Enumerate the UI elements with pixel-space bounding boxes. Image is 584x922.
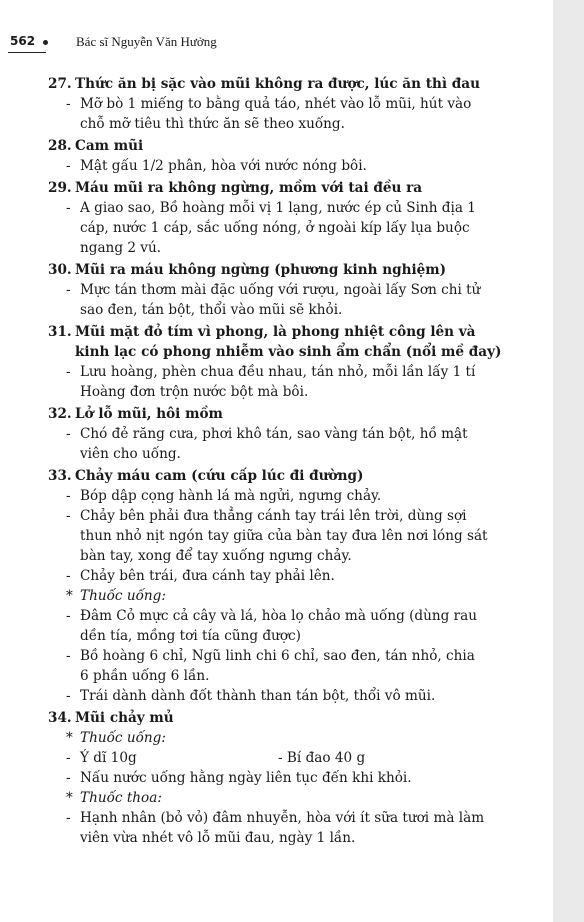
remedy-line xyxy=(48,828,526,848)
remedy-text: Nấu nước uống hằng ngày liên tục đến khi khỏi. xyxy=(80,770,412,786)
remedy-line xyxy=(48,444,526,464)
remedy-text: Mực tán thơm mài đặc uống với rượu, ngoài lấy Sơn chi tử xyxy=(80,282,481,298)
entry-title-text: Chảy máu cam (cứu cấp lúc đi đường) xyxy=(75,468,364,484)
bullet-dash: - xyxy=(66,568,71,584)
remedy-line xyxy=(48,566,526,586)
remedy-text: ngang 2 vú. xyxy=(80,240,162,256)
entry-number: 27. xyxy=(48,76,72,92)
bullet-dash: - xyxy=(66,426,71,442)
remedy-line xyxy=(48,768,526,788)
bullet-asterisk: * xyxy=(66,790,73,806)
remedy-line xyxy=(48,94,526,114)
bullet-dash: - xyxy=(66,688,71,704)
remedy-text: 6 phần uống 6 lần. xyxy=(80,668,210,684)
remedy-text: bàn tay, xong để tay xuống ngưng chảy. xyxy=(80,548,352,564)
remedy-entry xyxy=(48,74,526,134)
entry-number: 32. xyxy=(48,406,72,422)
ingredient-left: Ý dĩ 10g xyxy=(80,750,137,766)
remedy-text: Mỡ bò 1 miếng to bằng quả táo, nhét vào lỗ mũi, hút vào xyxy=(80,96,472,112)
entry-title xyxy=(48,404,526,424)
remedy-line xyxy=(48,198,526,218)
remedy-text: Chảy bên trái, đưa cánh tay phải lên. xyxy=(80,568,335,584)
remedy-line xyxy=(48,808,526,828)
bullet-dash: - xyxy=(66,750,71,766)
remedy-entry xyxy=(48,260,526,320)
bullet-dash: - xyxy=(66,770,71,786)
entry-title xyxy=(48,136,526,156)
entry-number: 28. xyxy=(48,138,72,154)
entry-title xyxy=(48,260,526,280)
remedy-line xyxy=(48,546,526,566)
bullet-asterisk: * xyxy=(66,730,73,746)
remedy-line xyxy=(48,486,526,506)
ingredient-pair xyxy=(48,748,526,768)
remedy-line xyxy=(48,626,526,646)
remedy-line xyxy=(48,238,526,258)
remedy-text: Bóp dập cọng hành lá mà ngửi, ngưng chảy. xyxy=(80,488,382,504)
header-dot xyxy=(43,40,48,45)
remedy-text: viên cho uống. xyxy=(80,446,181,462)
bullet-dash: - xyxy=(66,96,71,112)
entry-title-text: Mũi chảy mủ xyxy=(75,710,174,726)
remedy-text: Hạnh nhân (bỏ vỏ) đâm nhuyễn, hòa với ít sữa tươi mà làm xyxy=(80,810,485,826)
remedy-line xyxy=(48,666,526,686)
remedy-entry xyxy=(48,136,526,176)
remedy-text: Lưu hoàng, phèn chua đều nhau, tán nhỏ, mỗi lần lấy 1 tí xyxy=(80,364,476,380)
entry-title-text: Thức ăn bị sặc vào mũi không ra được, lúc ăn thì đau xyxy=(75,76,480,92)
remedy-text: Mật gấu 1/2 phân, hòa với nước nóng bôi. xyxy=(80,158,367,174)
ingredient-right: - Bí đao 40 g xyxy=(278,750,366,766)
remedy-text: Chảy bên phải đưa thẳng cánh tay trái lên trời, dùng sợi xyxy=(80,508,467,524)
entry-title xyxy=(48,322,526,342)
bullet-dash: - xyxy=(66,158,71,174)
remedy-entry xyxy=(48,178,526,258)
remedy-entry xyxy=(48,404,526,464)
entry-title xyxy=(48,178,526,198)
entry-number: 33. xyxy=(48,468,72,484)
bullet-dash: - xyxy=(66,200,71,216)
remedy-text: Thuốc uống: xyxy=(80,588,166,604)
bullet-asterisk: * xyxy=(66,588,73,604)
remedy-text: viên vừa nhét vô lỗ mũi đau, ngày 1 lần. xyxy=(80,830,356,846)
entry-title xyxy=(48,74,526,94)
remedy-text: A giao sao, Bồ hoàng mỗi vị 1 lạng, nước ép củ Sinh địa 1 xyxy=(80,200,476,216)
remedy-line xyxy=(48,506,526,526)
bullet-dash: - xyxy=(66,810,71,826)
header-rule xyxy=(8,52,46,53)
remedy-text: Đâm Cỏ mực cả cây và lá, hòa lọ chảo mà uống (dùng rau xyxy=(80,608,477,624)
sub-heading xyxy=(48,586,526,606)
remedy-line xyxy=(48,362,526,382)
remedy-line xyxy=(48,686,526,706)
entry-title-text: Lở lỗ mũi, hôi mồm xyxy=(75,406,223,422)
remedy-text: thun nhỏ nịt ngón tay giữa của bàn tay đưa lên nơi lóng sát xyxy=(80,528,488,544)
remedy-entry xyxy=(48,466,526,706)
remedy-entry xyxy=(48,708,526,848)
entry-title-text: Mũi ra máu không ngừng (phương kinh nghiệm) xyxy=(75,262,447,278)
remedy-text: Chó đẻ răng cưa, phơi khô tán, sao vàng tán bột, hồ mật xyxy=(80,426,468,442)
entry-title-text: Máu mũi ra không ngừng, mồm với tai đều ra xyxy=(75,180,423,196)
sub-heading xyxy=(48,728,526,748)
side-margin xyxy=(553,0,584,922)
entry-title-text: Cam mũi xyxy=(75,138,144,154)
bullet-dash: - xyxy=(66,508,71,524)
remedy-line xyxy=(48,646,526,666)
remedy-text: sao đen, tán bột, thổi vào mũi sẽ khỏi. xyxy=(80,302,343,318)
remedy-entry xyxy=(48,322,526,402)
remedy-line xyxy=(48,606,526,626)
remedy-text: chỗ mỡ tiêu thì thức ăn sẽ theo xuống. xyxy=(80,116,345,132)
bullet-dash: - xyxy=(66,364,71,380)
entry-title xyxy=(48,708,526,728)
remedy-text: Thuốc uống: xyxy=(80,730,166,746)
bullet-dash: - xyxy=(66,648,71,664)
entry-number: 29. xyxy=(48,180,72,196)
page-number: 562 xyxy=(10,34,36,48)
entry-title xyxy=(48,342,526,362)
entry-title-text: Mũi mặt đỏ tím vì phong, là phong nhiệt công lên và xyxy=(75,324,476,340)
bullet-dash: - xyxy=(66,282,71,298)
remedy-line xyxy=(48,382,526,402)
remedy-line xyxy=(48,156,526,176)
remedy-text: dền tía, mồng tơi tía cũng được) xyxy=(80,628,301,644)
entry-number: 34. xyxy=(48,710,72,726)
bullet-dash: - xyxy=(66,608,71,624)
remedy-text: Hoàng đơn trộn nước bột mà bôi. xyxy=(80,384,309,400)
remedy-line xyxy=(48,280,526,300)
page-content xyxy=(48,74,526,850)
remedy-text: Thuốc thoa: xyxy=(80,790,162,806)
sub-heading xyxy=(48,788,526,808)
entry-number: 31. xyxy=(48,324,72,340)
bullet-dash: - xyxy=(66,488,71,504)
remedy-line xyxy=(48,218,526,238)
remedy-text: cáp, nước 1 cáp, sắc uống nóng, ở ngoài kíp lấy lụa buộc xyxy=(80,220,470,236)
remedy-text: Trái dành dành đốt thành than tán bột, thổi vô mũi. xyxy=(80,688,436,704)
entry-title xyxy=(48,466,526,486)
remedy-text: Bồ hoàng 6 chỉ, Ngũ linh chi 6 chỉ, sao đen, tán nhỏ, chia xyxy=(80,648,475,664)
remedy-line xyxy=(48,424,526,444)
header-author: Bác sĩ Nguyễn Văn Hưởng xyxy=(76,34,217,49)
remedy-line xyxy=(48,526,526,546)
entry-title-text: kinh lạc có phong nhiễm vào sinh ẩm chẩn (nổi mề đay) xyxy=(75,344,502,360)
remedy-line xyxy=(48,114,526,134)
page-header xyxy=(0,30,553,54)
entry-number: 30. xyxy=(48,262,72,278)
remedy-line xyxy=(48,300,526,320)
